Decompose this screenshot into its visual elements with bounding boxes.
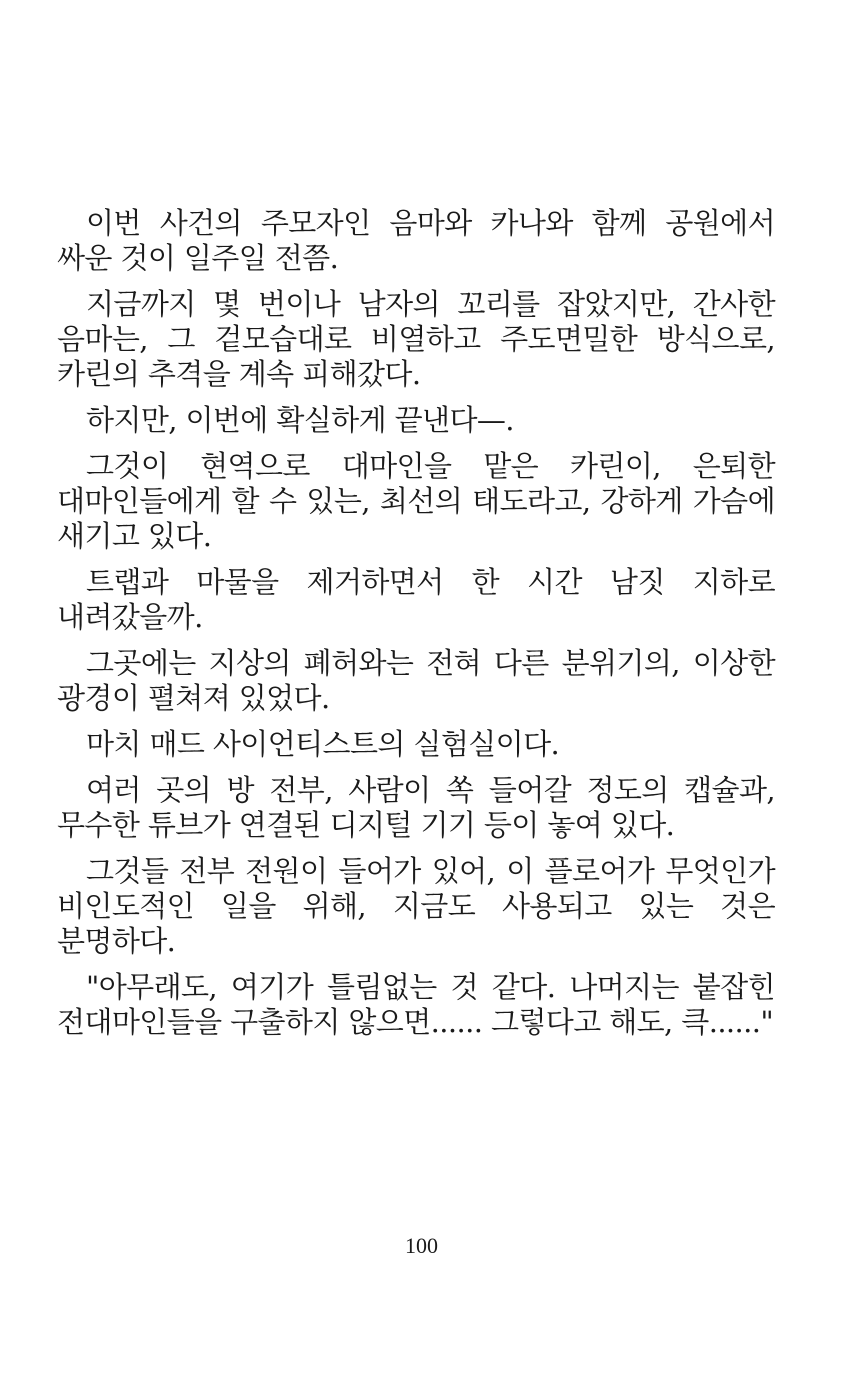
paragraph-1: 이번 사건의 주모자인 음마와 카나와 함께 공원에서 싸운 것이 일주일 전쯤. <box>57 206 775 275</box>
paragraph-6: 그곳에는 지상의 폐허와는 전혀 다른 분위기의, 이상한 광경이 펼쳐져 있었다. <box>57 646 775 715</box>
paragraph-4: 그것이 현역으로 대마인을 맡은 카린이, 은퇴한 대마인들에게 할 수 있는, 최선의 태도라고, 강하게 가슴에 새기고 있다. <box>57 449 775 553</box>
paragraph-3: 하지만, 이번에 확실하게 끝낸다—. <box>86 403 514 437</box>
page-number: 100 <box>405 1233 438 1258</box>
paragraph-5: 트랩과 마물을 제거하면서 한 시간 남짓 지하로 내려갔을까. <box>57 565 775 634</box>
paragraph-2: 지금까지 몇 번이나 남자의 꼬리를 잡았지만, 간사한 음마는, 그 겉모습대로 비열하고 주도면밀한 방식으로, 카린의 추격을 계속 피해갔다. <box>57 287 775 391</box>
paragraph-8: 여러 곳의 방 전부, 사람이 쏙 들어갈 정도의 캡슐과, 무수한 튜브가 연결된 디지털 기기 등이 놓여 있다. <box>57 773 775 842</box>
paragraph-9: 그것들 전부 전원이 들어가 있어, 이 플로어가 무엇인가 비인도적인 일을 위해, 지금도 사용되고 있는 것은 분명하다. <box>57 854 775 958</box>
paragraph-10: "아무래도, 여기가 틀림없는 것 같다. 나머지는 붙잡힌 전대마인들을 구출하지 않으면...... 그렇다고 해도, 큭......" <box>57 970 775 1039</box>
body-text <box>57 206 775 1051</box>
paragraph-7: 마치 매드 사이언티스트의 실험실이다. <box>86 727 560 761</box>
